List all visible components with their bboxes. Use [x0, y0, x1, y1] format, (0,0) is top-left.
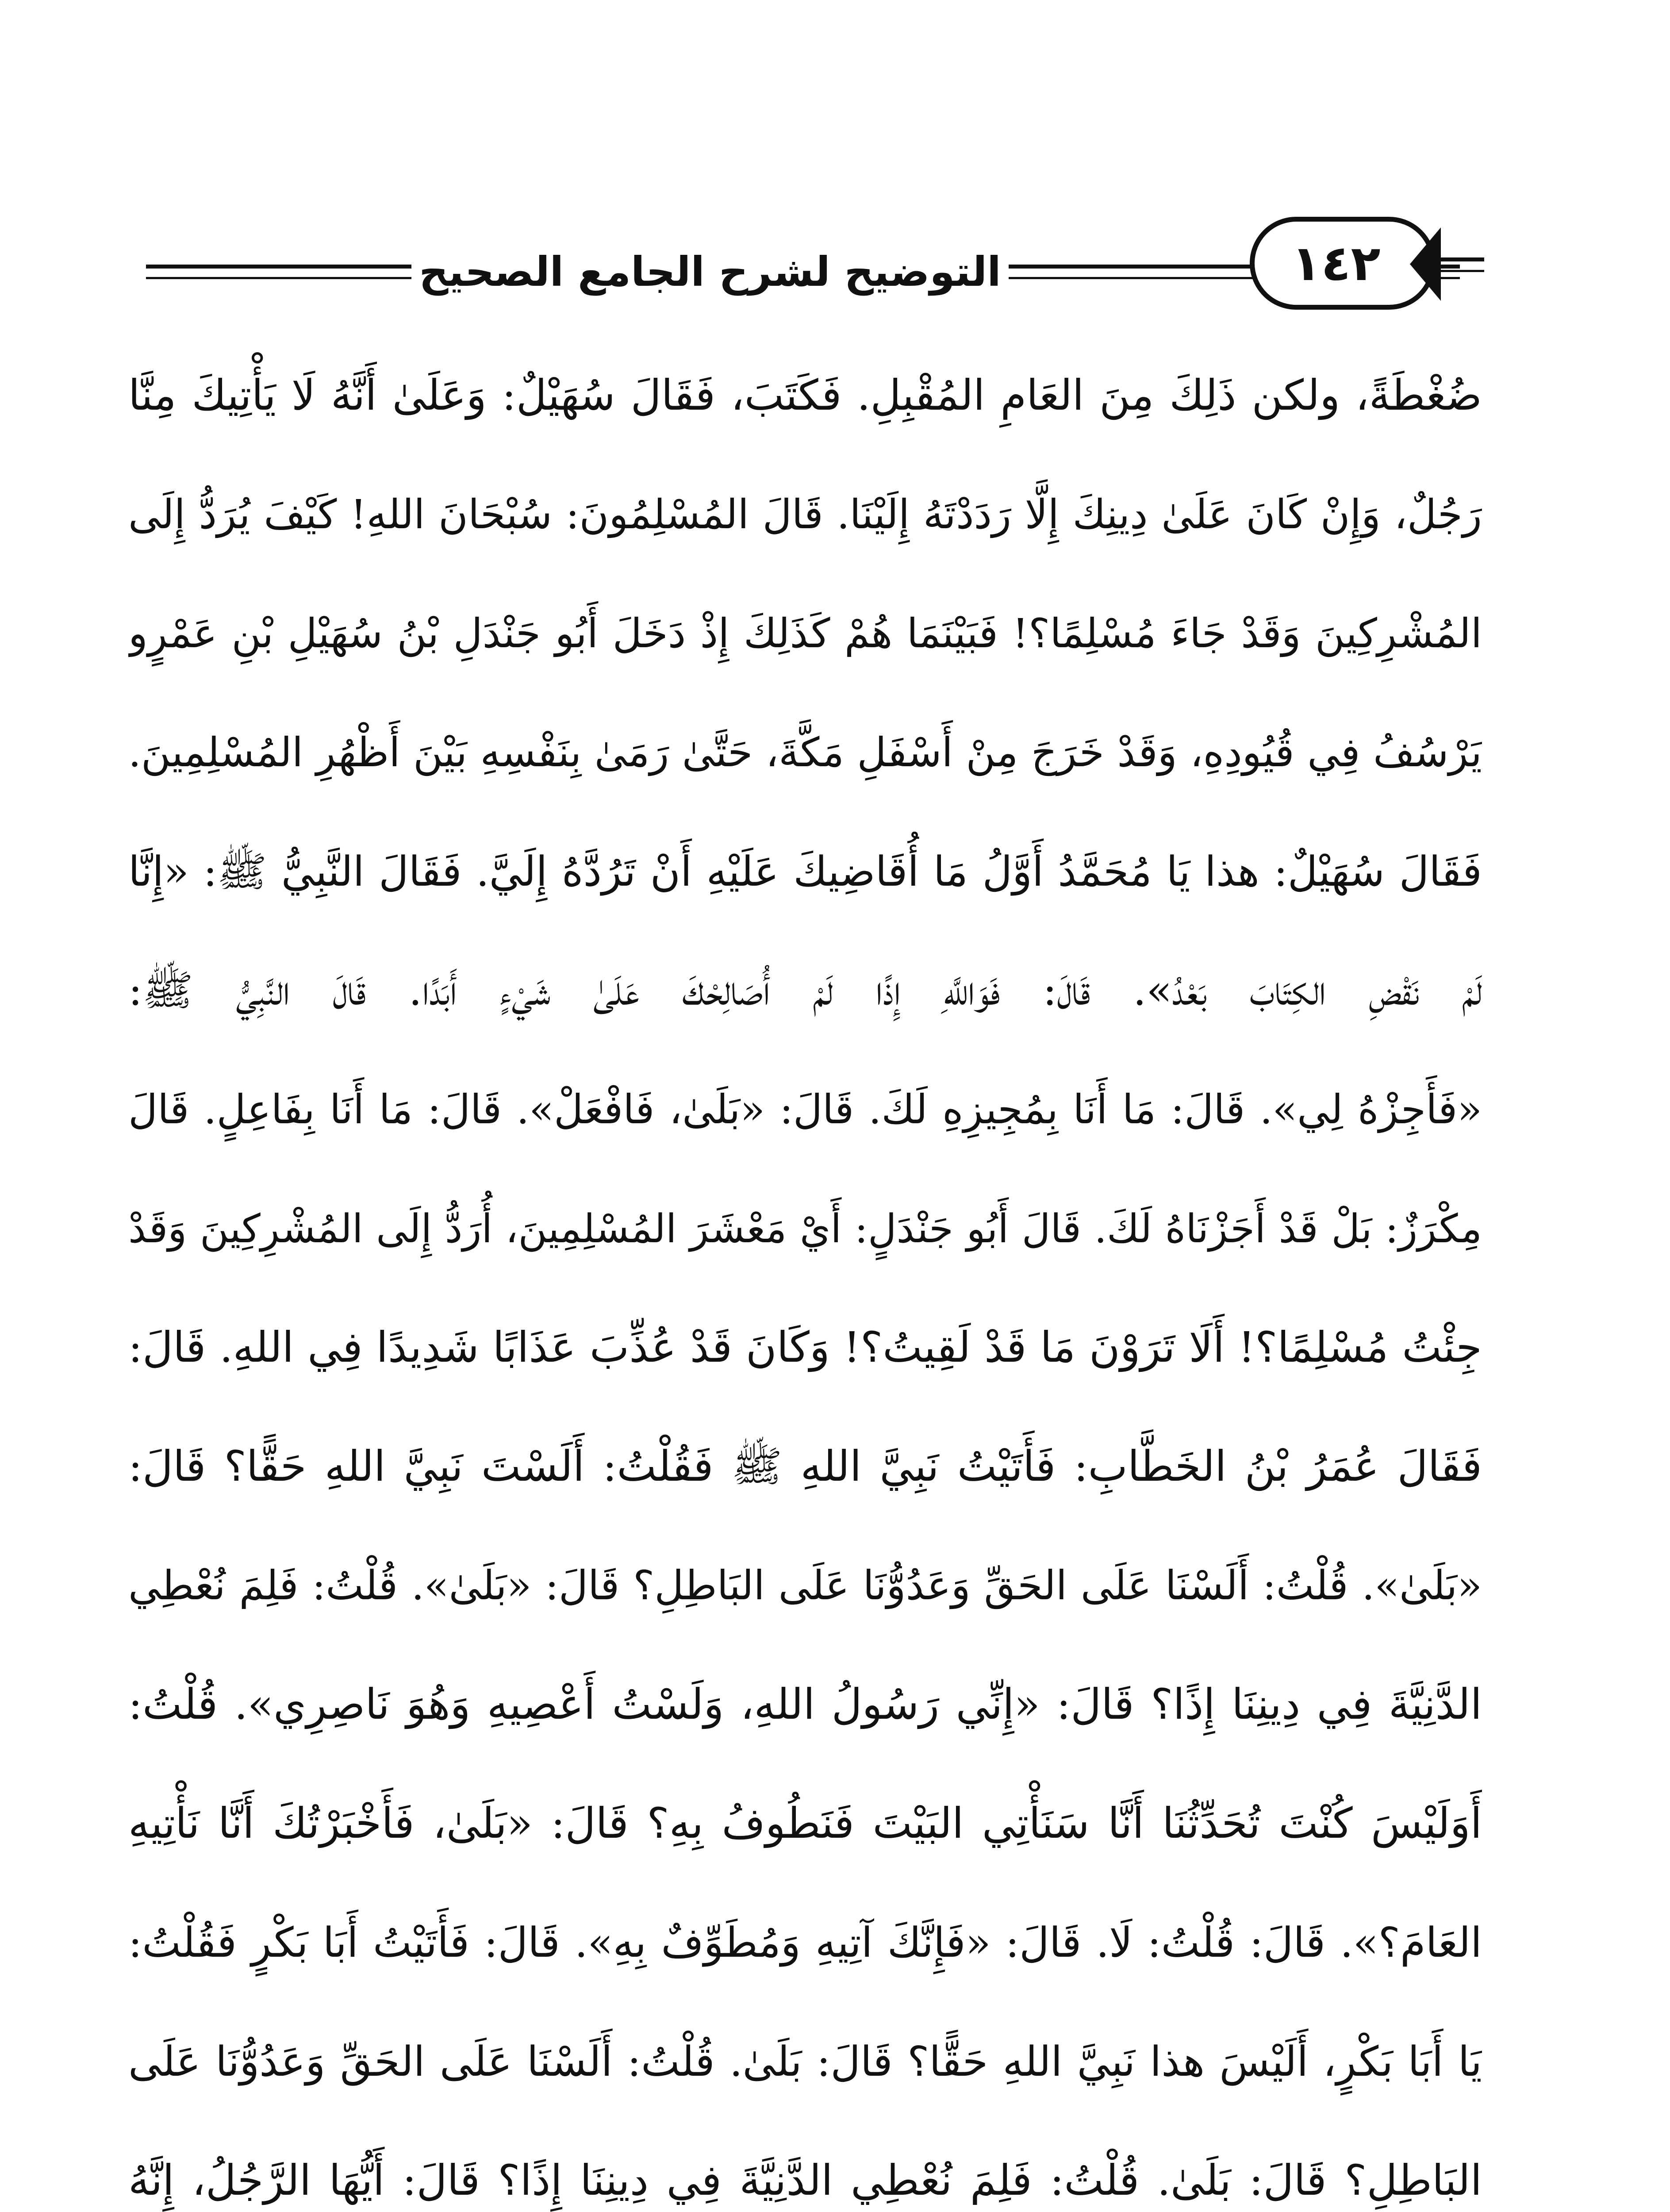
page-number: ١٤٢: [1291, 235, 1381, 292]
page-number-badge: [1241, 208, 1436, 323]
arrow-ornament-icon: [1410, 227, 1441, 301]
text-line: لَمْ نَقْضِ الكِتَابَ بَعْدُ». قَالَ: فَوَاللَّهِ إِذًا لَمْ أُصَالِحْكَ عَلَىٰ شَيْءٍ أَبَدًا. قَالَ النَّبِيُّ ﷺ:: [128, 966, 1482, 1015]
text-line: يَا أَبَا بَكْرٍ، أَلَيْسَ هذا نَبِيَّ اللهِ حَقًّا؟ قَالَ: بَلَىٰ. قُلْتُ: أَلَسْنَا عَلَى الحَقِّ وَعَدُوُّنَا عَلَى: [128, 2038, 1482, 2085]
text-line: يَرْسُفُ فِي قُيُودِهِ، وَقَدْ خَرَجَ مِنْ أَسْفَلِ مَكَّةَ، حَتَّىٰ رَمَىٰ بِنَفْسِهِ بَيْنَ أَظْهُرِ المُسْلِمِينَ.: [128, 730, 1482, 776]
body-text: [128, 336, 1482, 2212]
text-line: رَجُلٌ، وَإِنْ كَانَ عَلَىٰ دِينِكَ إِلَّا رَدَدْتَهُ إِلَيْنَا. قَالَ المُسْلِمُونَ: سُبْحَانَ اللهِ! كَيْفَ يُرَدُّ إِلَى: [128, 492, 1482, 538]
text-line: «فَأَجِزْهُ لِي». قَالَ: مَا أَنَا بِمُجِيزِهِ لَكَ. قَالَ: «بَلَىٰ، فَافْعَلْ». قَالَ: مَا أَنَا بِفَاعِلٍ. قَالَ: [128, 1087, 1482, 1133]
text-line: مِكْرَزٌ: بَلْ قَدْ أَجَزْنَاهُ لَكَ. قَالَ أَبُو جَنْدَلٍ: أَيْ مَعْشَرَ المُسْلِمِينَ، أُرَدُّ إِلَى المُشْرِكِينَ وَقَدْ: [128, 1206, 1482, 1252]
text-line: ضُغْطَةً، ولكن ذَلِكَ مِنَ العَامِ المُقْبِلِ. فَكَتَبَ، فَقَالَ سُهَيْلٌ: وَعَلَىٰ أَنَّهُ لَا يَأْتِيكَ مِنَّا: [128, 371, 1482, 420]
text-line: فَقَالَ عُمَرُ بْنُ الخَطَّابِ: فَأَتَيْتُ نَبِيَّ اللهِ ﷺ فَقُلْتُ: أَلَسْتَ نَبِيَّ اللهِ حَقًّا؟ قَالَ:: [128, 1442, 1482, 1491]
text-line: الدَّنِيَّةَ فِي دِينِنَا إِذًا؟ قَالَ: «إِنِّي رَسُولُ اللهِ، وَلَسْتُ أَعْصِيهِ وَهُوَ نَاصِرِي». قُلْتُ:: [128, 1680, 1482, 1729]
text-line: جِئْتُ مُسْلِمًا؟! أَلَا تَرَوْنَ مَا قَدْ لَقِيتُ؟! وَكَانَ قَدْ عُذِّبَ عَذَابًا شَدِيدًا فِي اللهِ. قَالَ:: [128, 1323, 1482, 1372]
text-line: البَاطِلِ؟ قَالَ: بَلَىٰ. قُلْتُ: فَلِمَ نُعْطِي الدَّنِيَّةَ فِي دِينِنَا إِذًا؟ قَالَ: أَيُّهَا الرَّجُلُ، إِنَّهُ: [128, 2156, 1482, 2205]
book-title: التوضيح لشرح الجامع الصحيح: [411, 239, 1009, 305]
text-line: فَقَالَ سُهَيْلٌ: هذا يَا مُحَمَّدُ أَوَّلُ مَا أُقَاضِيكَ عَلَيْهِ أَنْ تَرُدَّهُ إِلَيَّ. فَقَالَ النَّبِيُّ ﷺ: «إِنَّا: [128, 848, 1482, 895]
text-line: «بَلَىٰ». قُلْتُ: أَلَسْنَا عَلَى الحَقِّ وَعَدُوُّنَا عَلَى البَاطِلِ؟ قَالَ: «بَلَىٰ». قُلْتُ: فَلِمَ نُعْطِي: [128, 1563, 1482, 1609]
text-line: أَوَلَيْسَ كُنْتَ تُحَدِّثُنَا أَنَّا سَنَأْتِي البَيْتَ فَنَطُوفُ بِهِ؟ قَالَ: «بَلَىٰ، فَأَخْبَرْتُكَ أَنَّا نَأْتِيهِ: [128, 1799, 1482, 1848]
text-line: المُشْرِكِينَ وَقَدْ جَاءَ مُسْلِمًا؟! فَبَيْنَمَا هُمْ كَذَلِكَ إِذْ دَخَلَ أَبُو جَنْدَلِ بْنُ سُهَيْلِ بْنِ عَمْرٍو: [128, 611, 1482, 657]
text-line: العَامَ؟». قَالَ: قُلْتُ: لَا. قَالَ: «فَإِنَّكَ آتِيهِ وَمُطَوِّفٌ بِهِ». قَالَ: فَأَتَيْتُ أَبَا بَكْرٍ فَقُلْتُ:: [128, 1919, 1482, 1966]
